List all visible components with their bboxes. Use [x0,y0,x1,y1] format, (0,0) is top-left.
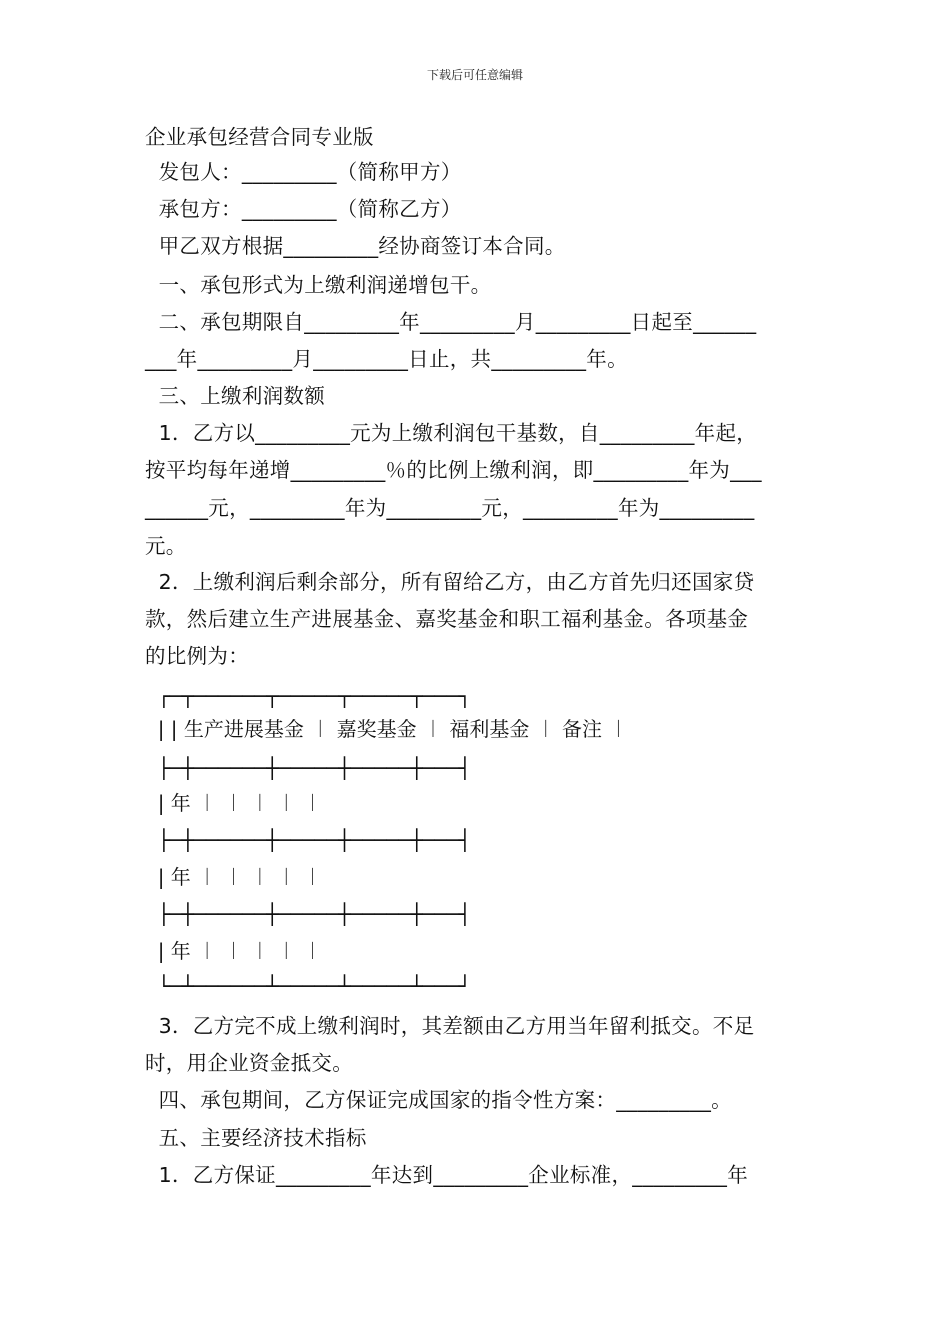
clause-line: 按平均每年递增_________％的比例上缴利润，即_________年为___ [145,458,762,482]
clause-line: 的比例为： [145,644,249,668]
clause-line: 1．乙方保证_________年达到_________企业标准，_________年 [145,1163,749,1187]
clause-line: 四、承包期间，乙方保证完成国家的指令性方案：_________。 [145,1088,732,1112]
clause-line: 承包方：_________（简称乙方） [145,197,462,221]
fund-table-line: └─┴──────┴─────┴─────┴───┘ [145,974,471,998]
fund-table-line: | 年 ︱ ︱ ︱ ︱ ︱ [145,791,323,815]
clause-line: 1．乙方以_________元为上缴利润包干基数，自_________年起， [145,421,758,445]
page-header: 下载后可任意编辑 [426,68,523,82]
clause-line: 三、上缴利润数额 [145,384,326,408]
clause-line: 发包人：_________（简称甲方） [145,160,462,184]
clause-line: 一、承包形式为上缴利润递增包干。 [145,273,492,297]
clause-line: ______元，_________年为_________元，_________年为_________ [145,496,755,520]
clause-line: ___年_________月_________日止，共_________年。 [145,347,628,371]
fund-table-line: ├─┼──────┼─────┼─────┼───┤ [145,902,471,926]
clause-line: 二、承包期限自_________年_________月_________日起至______ [145,310,757,334]
fund-table-line: ├─┼──────┼─────┼─────┼───┤ [145,756,471,780]
fund-table-line: | | 生产进展基金 ︱ 嘉奖基金 ︱ 福利基金 ︱ 备注 ︱ [145,717,629,741]
fund-table-line: | 年 ︱ ︱ ︱ ︱ ︱ [145,865,323,889]
fund-table-line: ├─┼──────┼─────┼─────┼───┤ [145,828,471,852]
fund-table-line: | 年 ︱ ︱ ︱ ︱ ︱ [145,939,323,963]
clause-line: 款，然后建立生产进展基金、嘉奖基金和职工福利基金。各项基金 [145,607,749,631]
clause-line: 元。 [145,534,187,558]
fund-table-line: ┌─┬──────┬─────┬─────┬───┐ [145,684,471,708]
clause-line: 3．乙方完不成上缴利润时，其差额由乙方用当年留利抵交。不足 [145,1014,755,1038]
clause-line: 甲乙双方根据_________经协商签订本合同。 [145,234,566,258]
clause-line: 2．上缴利润后剩余部分，所有留给乙方，由乙方首先归还国家贷 [145,570,755,594]
document-title: 企业承包经营合同专业版 [145,125,374,149]
clause-line: 五、主要经济技术指标 [145,1126,367,1150]
clause-line: 时，用企业资金抵交。 [145,1051,353,1075]
